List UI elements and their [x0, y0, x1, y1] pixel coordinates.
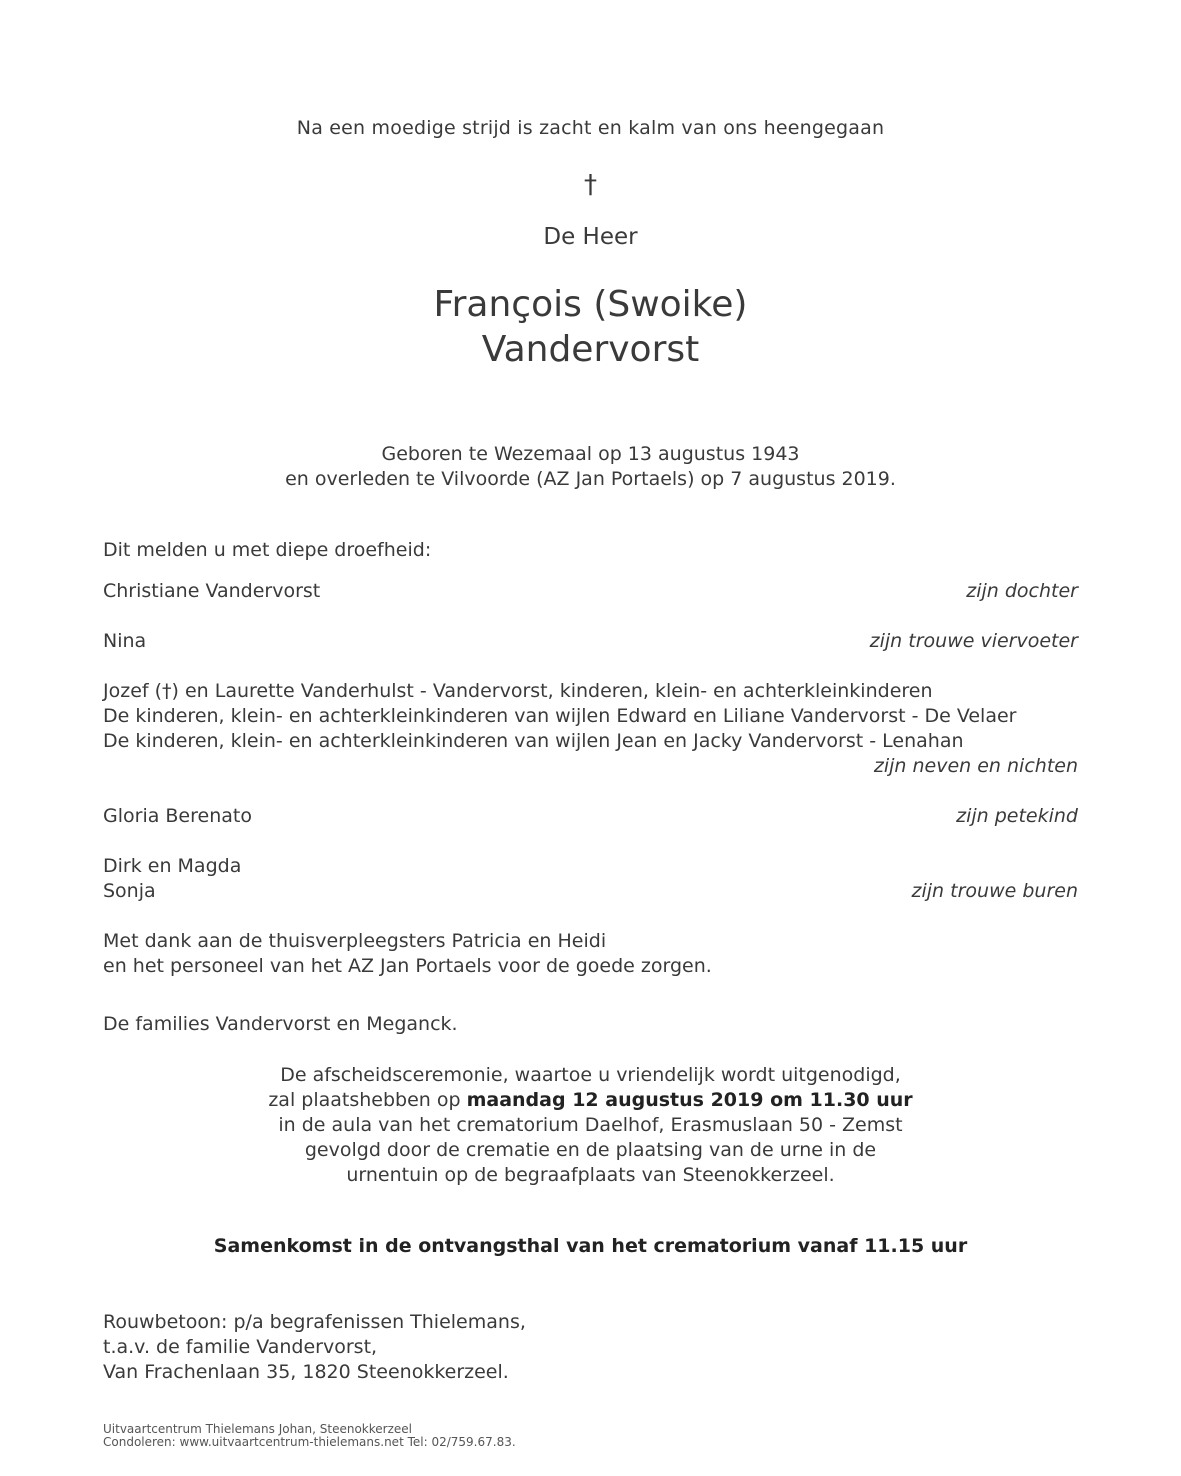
thanks-line1: Met dank aan de thuisverpleegsters Patricia en Heidi — [103, 930, 607, 952]
neighbours-block — [103, 854, 241, 904]
life-dates — [0, 442, 1181, 492]
deceased-name-line1: François (Swoike) — [433, 284, 748, 325]
pet-name: Nina — [103, 630, 147, 652]
intro-text: Na een moedige strijd is zacht en kalm van ons heengegaan — [296, 117, 885, 139]
nephews-line2: De kinderen, klein- en achterkleinkinderen van wijlen Edward en Liliane Vandervorst - De Velaer — [103, 705, 1017, 727]
ceremony-line3: in de aula van het crematorium Daelhof, Erasmuslaan 50 - Zemst — [278, 1114, 903, 1136]
thanks-line2: en het personeel van het AZ Jan Portaels voor de goede zorgen. — [103, 955, 712, 977]
families-line: De families Vandervorst en Meganck. — [103, 1013, 458, 1035]
footer-line1: Uitvaartcentrum Thielemans Johan, Steenokkerzeel — [103, 1422, 412, 1436]
honorific-title: De Heer — [543, 224, 638, 250]
ceremony-line1: De afscheidsceremonie, waartoe u vriendelijk wordt uitgenodigd, — [280, 1064, 901, 1086]
ceremony-line2-prefix: zal plaatshebben op — [268, 1089, 461, 1111]
footer — [103, 1423, 516, 1449]
deceased-name — [0, 282, 1181, 372]
nephews-line1: Jozef (†) en Laurette Vanderhulst - Vandervorst, kinderen, klein- en achterkleinkinderen — [103, 680, 933, 702]
godchild-name: Gloria Berenato — [103, 805, 252, 827]
ceremony-date: maandag 12 augustus 2019 om 11.30 uur — [466, 1089, 913, 1111]
condolence-line3: Van Frachenlaan 35, 1820 Steenokkerzeel. — [103, 1361, 509, 1383]
announcement-text: Dit melden u met diepe droefheid: — [103, 539, 432, 561]
ceremony-line5: urnentuin op de begraafplaats van Steenokkerzeel. — [346, 1164, 835, 1186]
footer-line2: Condoleren: www.uitvaartcentrum-thielemans.net Tel: 02/759.67.83. — [103, 1435, 516, 1449]
condolence-line1: Rouwbetoon: p/a begrafenissen Thielemans, — [103, 1311, 526, 1333]
condolence-line2: t.a.v. de familie Vandervorst, — [103, 1336, 378, 1358]
birth-line: Geboren te Wezemaal op 13 augustus 1943 — [381, 443, 800, 465]
pet-role: zijn trouwe viervoeter — [869, 630, 1078, 652]
thanks-block — [103, 929, 712, 979]
gathering-line: Samenkomst in de ontvangsthal van het crematorium vanaf 11.15 uur — [213, 1235, 968, 1257]
neighbours-line2: Sonja — [103, 880, 156, 902]
neighbours-role: zijn trouwe buren — [911, 880, 1078, 902]
deceased-name-line2: Vandervorst — [481, 329, 700, 370]
ceremony-line2 — [0, 1088, 1181, 1113]
daughter-role: zijn dochter — [966, 580, 1078, 602]
nephews-block — [103, 679, 1016, 754]
daughter-name: Christiane Vandervorst — [103, 580, 321, 602]
godchild-role: zijn petekind — [956, 805, 1078, 827]
nephews-role: zijn neven en nichten — [873, 755, 1078, 777]
cross-icon: † — [584, 170, 597, 200]
ceremony-line4: gevolgd door de crematie en de plaatsing van de urne in de — [304, 1139, 877, 1161]
nephews-line3: De kinderen, klein- en achterkleinkinderen van wijlen Jean en Jacky Vandervorst - Lenahan — [103, 730, 964, 752]
ceremony-block — [0, 1063, 1181, 1188]
neighbours-line1: Dirk en Magda — [103, 855, 242, 877]
death-line: en overleden te Vilvoorde (AZ Jan Portaels) op 7 augustus 2019. — [285, 468, 896, 490]
condolence-address — [103, 1310, 526, 1385]
